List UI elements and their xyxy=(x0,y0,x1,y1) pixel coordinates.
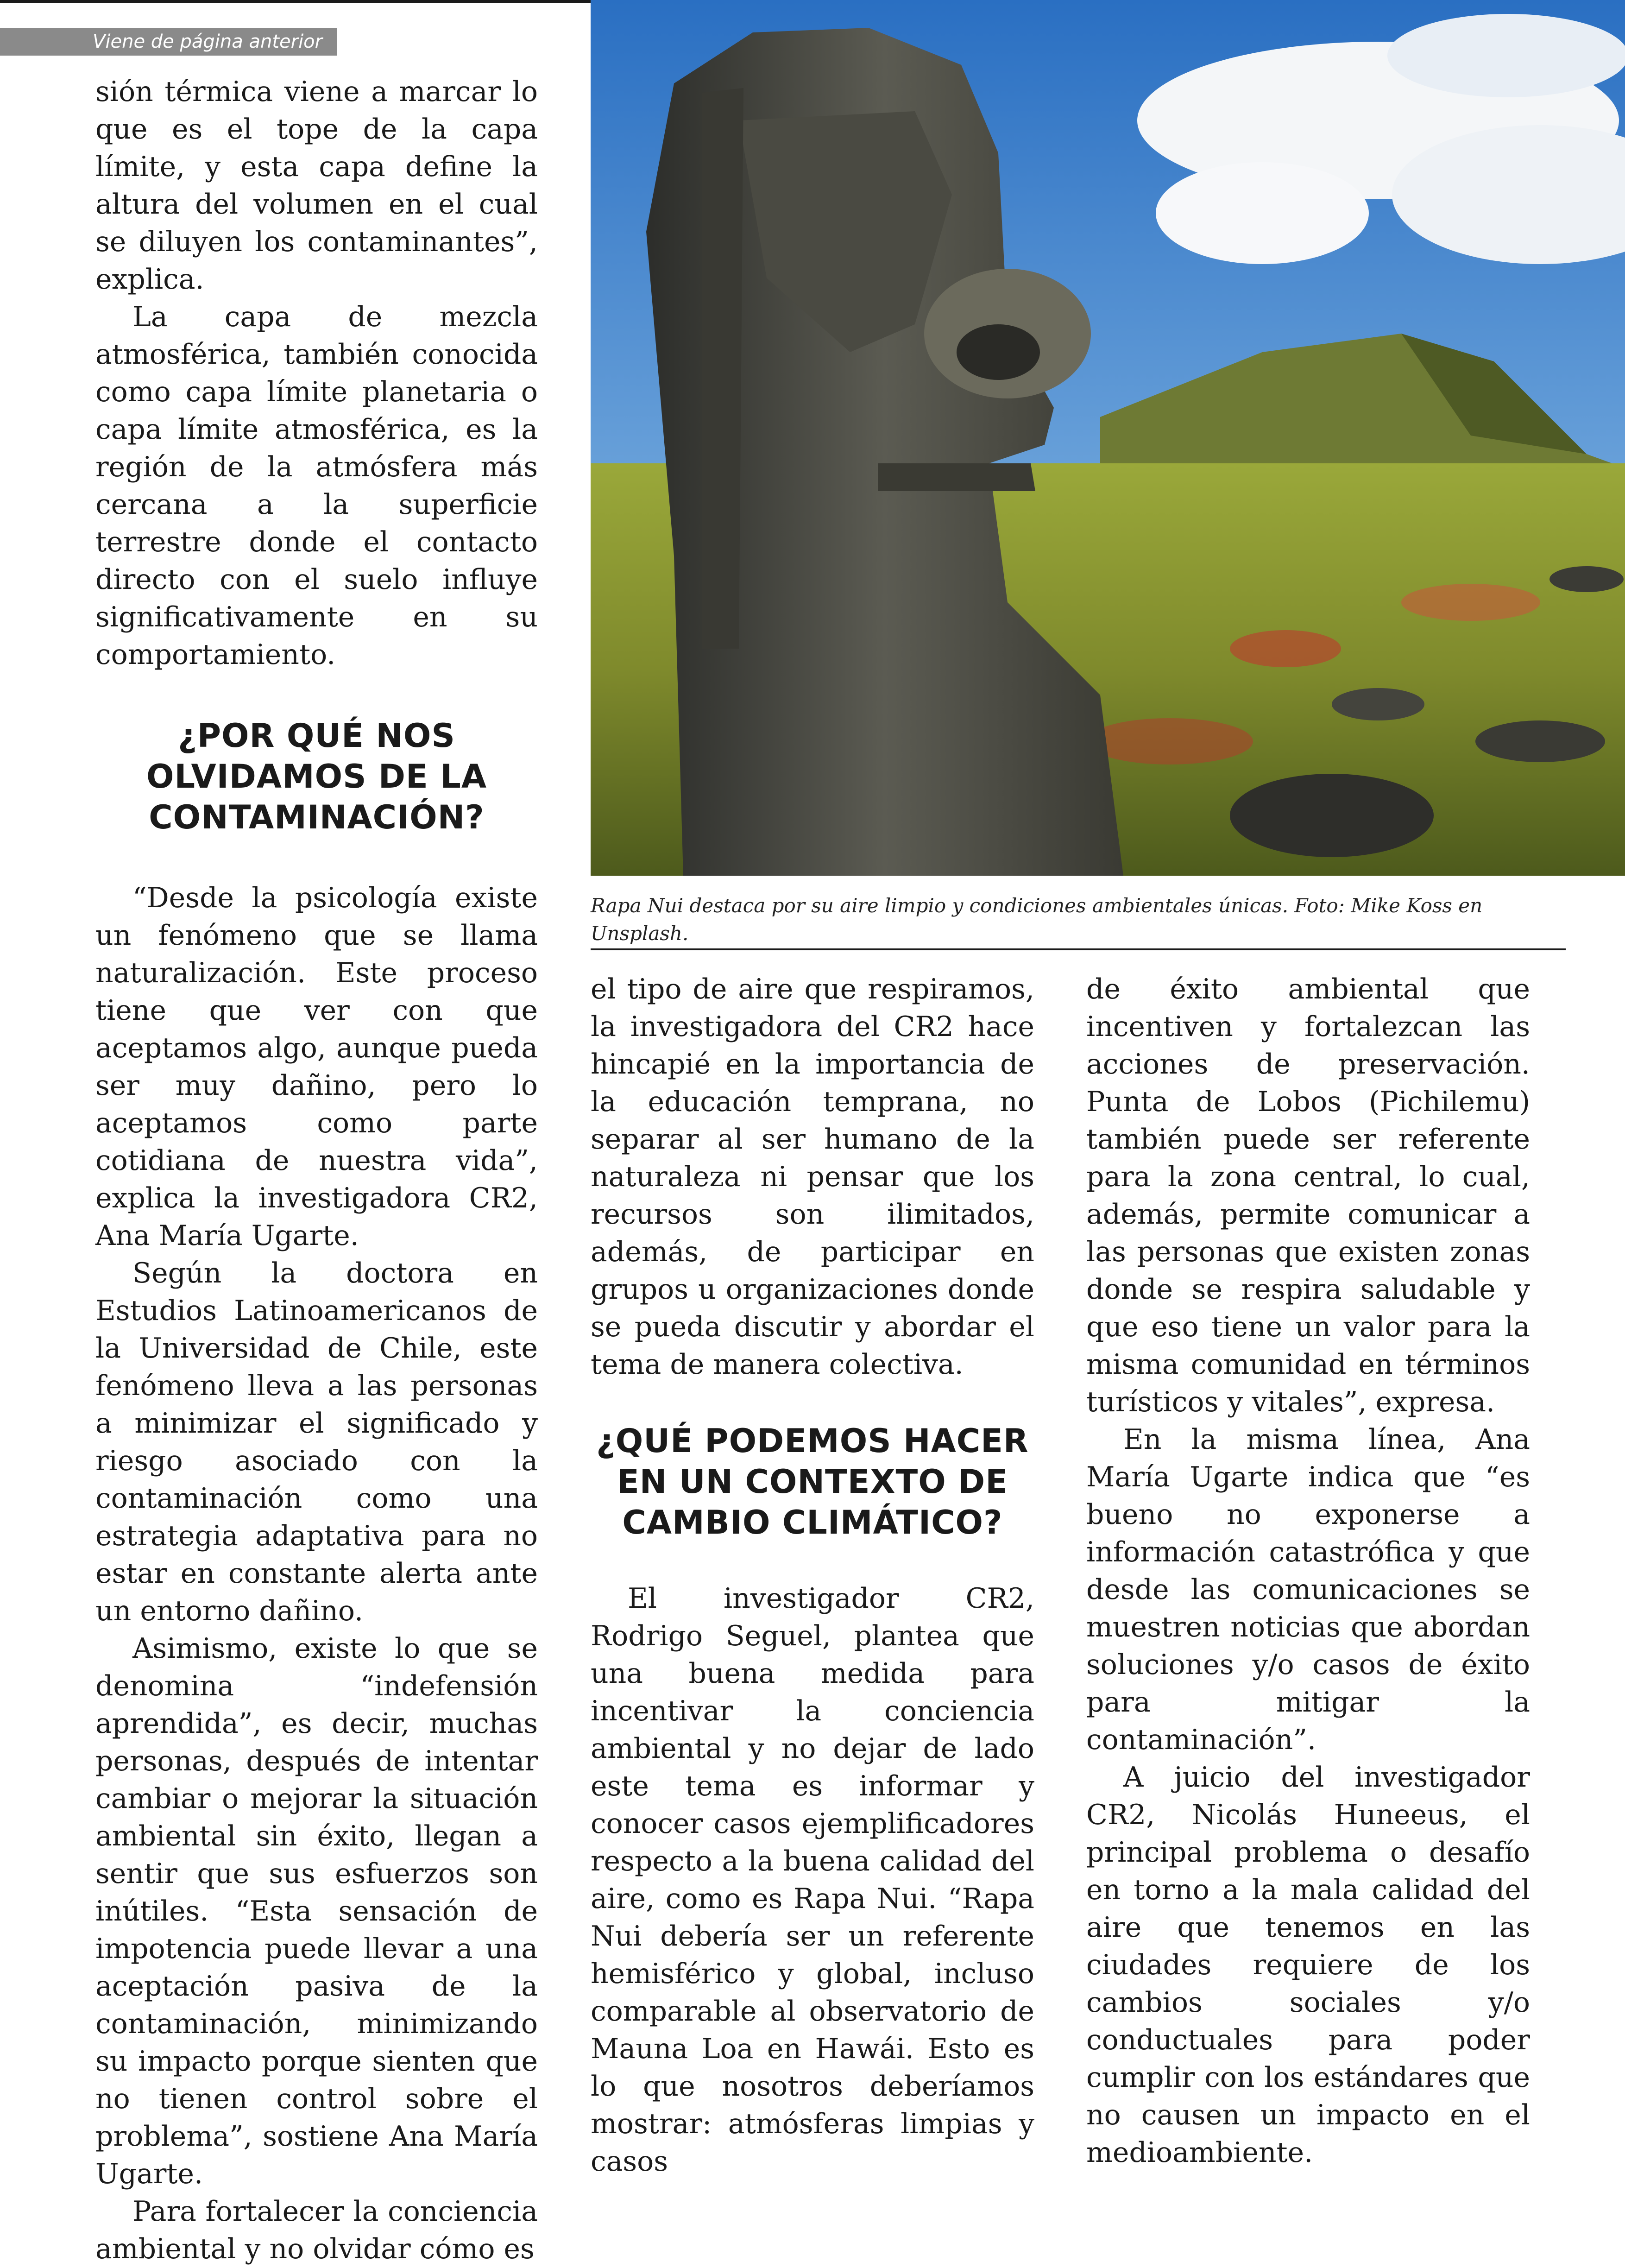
section-heading: ¿QUÉ PODEMOS HACER EN UN CONTEXTO DE CAMBIO CLIMÁTICO? xyxy=(596,1422,1029,1541)
paragraph: El investigador CR2, Rodrigo Seguel, plantea que una buena medida para incentivar la conciencia ambiental y no dejar de lado este tema es informar y conocer casos ejemplificadores respecto a la buena calidad del aire, como es Rapa Nui. “Rapa Nui debería ser un referente hemisférico y global, incluso comparable al observatorio de Mauna Loa en Hawái. Esto es lo que nosotros deberíamos mostrar: atmósferas limpias y casos xyxy=(591,1582,1034,2178)
photo-caption: Rapa Nui destaca por su aire limpio y condiciones ambientales únicas. Foto: Mike Koss en Unsplash. xyxy=(591,894,1483,945)
paragraph: Para fortalecer la conciencia ambiental y no olvidar cómo es xyxy=(95,2195,538,2265)
article-column-2 xyxy=(591,971,1034,2180)
paragraph: La capa de mezcla atmosférica, también conocida como capa límite planetaria o capa límite atmosférica, es la región de la atmósfera más cercana a la superficie terrestre donde el contacto directo con el suelo influye significativamente en su comportamiento. xyxy=(95,301,538,671)
paragraph: En la misma línea, Ana María Ugarte indica que “es bueno no exponerse a información catastrófica y que desde las comunicaciones se muestren noticias que abordan soluciones y/o casos de éxito para mitigar la contaminación”. xyxy=(1086,1423,1530,1756)
article-column-1 xyxy=(95,73,538,2268)
paragraph: Asimismo, existe lo que se denomina “indefensión aprendida”, es decir, muchas personas, después de intentar cambiar o mejorar la situación ambiental sin éxito, llegan a sentir que sus esfuerzos son inútiles. “Esta sensación de impotencia puede llevar a una aceptación pasiva de la contaminación, minimizando su impacto porque sienten que no tienen control sobre el problema”, sostiene Ana María Ugarte. xyxy=(95,1632,538,2190)
paragraph: A juicio del investigador CR2, Nicolás Huneeus, el principal problema o desafío en torno a la mala calidad del aire que tenemos en las ciudades requiere de los cambios sociales y/o conductuales para poder cumplir con los estándares que no causen un impacto en el medioambiente. xyxy=(1086,1761,1530,2169)
section-heading: ¿POR QUÉ NOS OLVIDAMOS DE LA CONTAMINACIÓN? xyxy=(146,717,487,836)
moai-photo xyxy=(591,0,1625,876)
article-column-3 xyxy=(1086,971,1530,2172)
paragraph: sión térmica viene a marcar lo que es el tope de la capa límite, y esta capa define la altura del volumen en el cual se diluyen los contaminantes”, explica. xyxy=(95,76,538,296)
paragraph: de éxito ambiental que incentiven y fortalezcan las acciones de preservación. Punta de Lobos (Pichilemu) también puede ser referente para la zona central, lo cual, además, permite comunicar a las personas que existen zonas donde se respira saludable y que eso tiene un valor para la misma comunidad en términos turísticos y vitales”, expresa. xyxy=(1086,973,1530,1418)
continued-from-previous-page-tag: Viene de página anterior xyxy=(0,28,337,56)
paragraph: Según la doctora en Estudios Latinoamericanos de la Universidad de Chile, este fenómeno lleva a las personas a minimizar el significado y riesgo asociado con la contaminación como una estrategia adaptativa para no estar en constante alerta ante un entorno dañino. xyxy=(95,1257,538,1627)
caption-divider xyxy=(591,948,1566,950)
paragraph: “Desde la psicología existe un fenómeno que se llama naturalización. Este proceso tiene que ver con que aceptamos algo, aunque pueda ser muy dañino, pero lo aceptamos como parte cotidiana de nuestra vida”, explica la investigadora CR2, Ana María Ugarte. xyxy=(95,882,538,1252)
moai-photo-illustration xyxy=(591,0,1625,876)
paragraph: el tipo de aire que respiramos, la investigadora del CR2 hace hincapié en la importancia de la educación temprana, no separar al ser humano de la naturaleza ni pensar que los recursos son ilimitados, además, de participar en grupos u organizaciones donde se pueda discutir y abordar el tema de manera colectiva. xyxy=(591,973,1034,1381)
